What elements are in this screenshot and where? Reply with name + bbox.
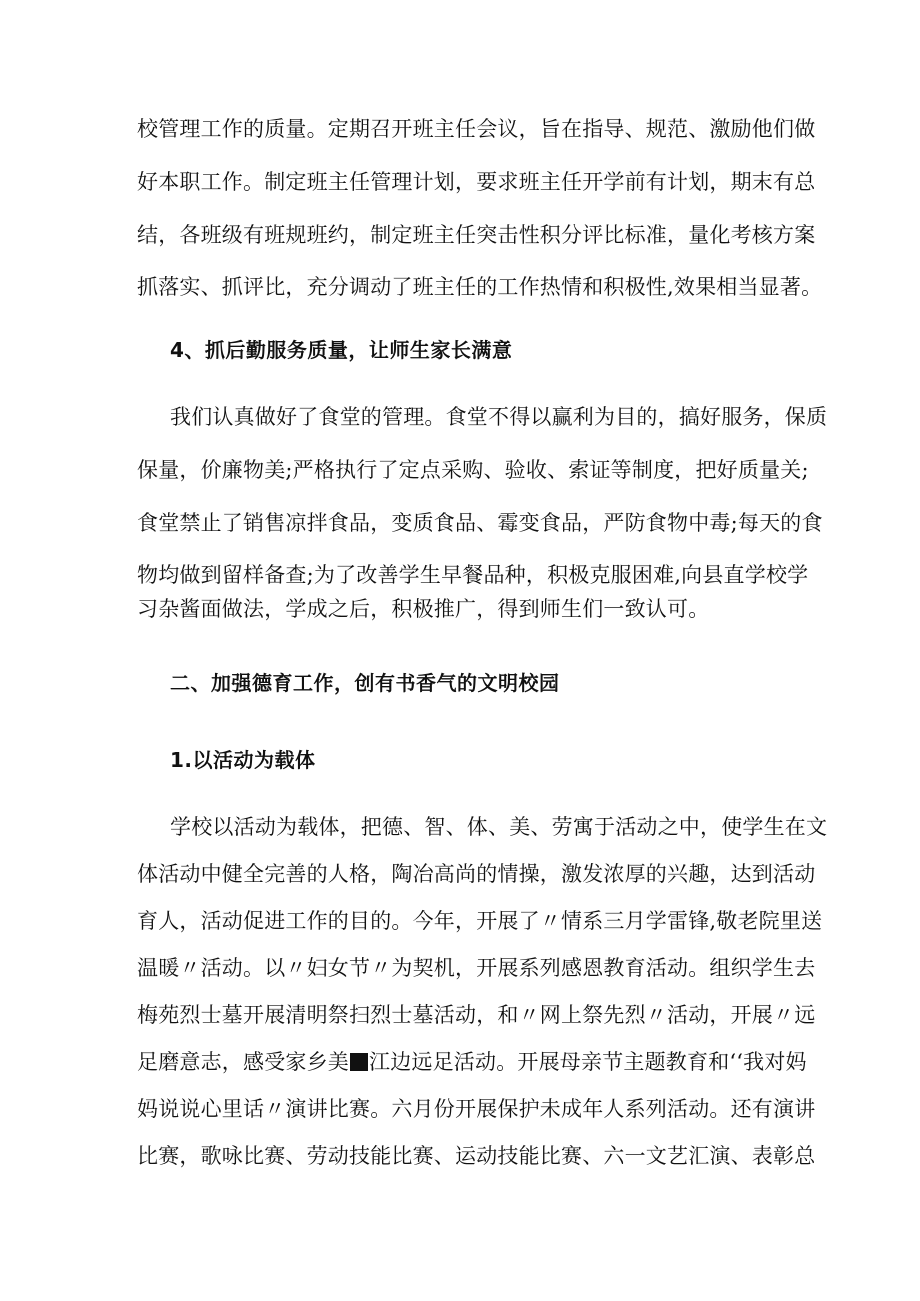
paragraph-line: 抓落实、抓评比，充分调动了班主任的工作热情和积极性,效果相当显著。 bbox=[137, 275, 823, 299]
paragraph-line: 学校以活动为载体，把德、智、体、美、劳寓于活动之中，使学生在文 bbox=[170, 815, 828, 839]
paragraph-line: 食堂禁止了销售凉拌食品，变质食品、霉变食品，严防食物中毒;每天的食 bbox=[137, 511, 823, 535]
line-segment: 足磨意志，感受家乡美 bbox=[137, 1050, 349, 1074]
chapter-heading: 二、加强德育工作，创有书香气的文明校园 bbox=[170, 671, 560, 695]
paragraph-line: 习杂酱面做法，学成之后，积极推广，得到师生们一致认可。 bbox=[137, 597, 710, 621]
paragraph-line bbox=[137, 1047, 807, 1077]
paragraph-line: 保量，价廉物美;严格执行了定点采购、验收、索证等制度，把好质量关; bbox=[137, 458, 809, 482]
paragraph-line: 我们认真做好了食堂的管理。食堂不得以赢利为目的，搞好服务，保质 bbox=[170, 405, 828, 429]
paragraph-line: 比赛，歌咏比赛、劳动技能比赛、运动技能比赛、六一文艺汇演、表彰总 bbox=[137, 1144, 816, 1168]
paragraph-line: 妈说说心里话〃演讲比赛。六月份开展保护未成年人系列活动。还有演讲 bbox=[137, 1097, 816, 1121]
subsection-heading: 1.以活动为载体 bbox=[170, 748, 316, 772]
paragraph-line: 好本职工作。制定班主任管理计划，要求班主任开学前有计划，期末有总 bbox=[137, 170, 816, 194]
paragraph-line: 温暖〃活动。以〃妇女节〃为契机，开展系列感恩教育活动。组织学生去 bbox=[137, 956, 816, 980]
redaction-block bbox=[350, 1053, 368, 1071]
paragraph-line: 结，各班级有班规班约，制定班主任突击性积分评比标准，量化考核方案 bbox=[137, 223, 816, 247]
line-segment: 江边远足活动。开展母亲节主题教育和‘‘我对妈 bbox=[369, 1050, 807, 1074]
paragraph-line: 体活动中健全完善的人格，陶冶高尚的情操，激发浓厚的兴趣，达到活动 bbox=[137, 862, 816, 886]
paragraph-line: 物均做到留样备查;为了改善学生早餐品种，积极克服困难,向县直学校学 bbox=[137, 563, 809, 587]
section-heading: 4、抓后勤服务质量，让师生家长满意 bbox=[170, 338, 513, 362]
paragraph-line: 校管理工作的质量。定期召开班主任会议，旨在指导、规范、激励他们做 bbox=[137, 117, 816, 141]
paragraph-line: 梅苑烈士墓开展清明祭扫烈士墓活动，和〃网上祭先烈〃活动，开展〃远 bbox=[137, 1003, 816, 1027]
paragraph-line: 育人，活动促进工作的目的。今年，开展了〃情系三月学雷锋,敬老院里送 bbox=[137, 909, 823, 933]
